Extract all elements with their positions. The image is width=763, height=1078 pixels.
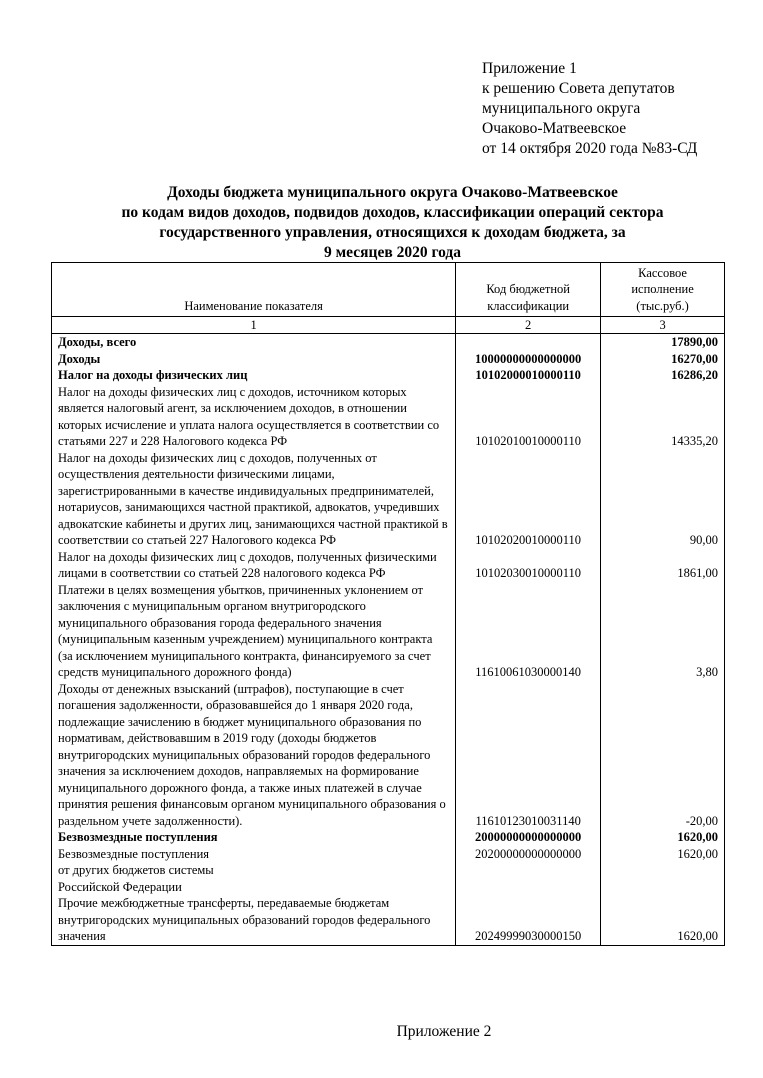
column-number: 2 (456, 317, 601, 334)
amount-cell: -20,00 (601, 681, 725, 830)
column-header-amount: Кассовое исполнение (тыс.руб.) (601, 263, 725, 317)
indicator-name-cell: Налог на доходы физических лиц с доходов, источником которых является налоговый агент, за исключением доходов, в отношении которых исчисление и уплата налога осуществляется в соответствии со статьями 227 и 228 Налогового кодекса РФ (52, 384, 456, 450)
indicator-name-cell: Налог на доходы физических лиц с доходов, полученных от осуществления деятельности физическими лицами, зарегистрированными в качестве индивидуальных предпринимателей, нотариусов, занимающихся частной практикой, адвокатов, учредивших адвокатские кабинеты и других лиц, занимающихся частной практикой в соответствии со статьей 227 Налогового кодекса РФ (52, 450, 456, 549)
column-header-code: Код бюджетной классификации (456, 263, 601, 317)
amount-cell: 90,00 (601, 450, 725, 549)
footer-caption: Приложение 2 (396, 1023, 492, 1040)
table-row (52, 895, 725, 945)
budget-code-cell: 11610061030000140 (456, 582, 601, 681)
amount-cell: 16286,20 (601, 367, 725, 384)
indicator-name-cell: Доходы, всего (52, 334, 456, 351)
table-row (52, 582, 725, 681)
header-line: от 14 октября 2020 года №83-СД (482, 140, 698, 157)
indicator-name-cell: Платежи в целях возмещения убытков, причиненных уклонением от заключения с муниципальным органом внутригородского муниципального образования города федерального значения (муниципальным казенным учреждением) муниципального контракта (за исключением муниципального контракта, финансируемого за счет средств муниципального дорожного фонда) (52, 582, 456, 681)
budget-code-cell: 20000000000000000 (456, 829, 601, 846)
table-body (52, 334, 725, 946)
budget-code-cell: 20249999030000150 (456, 895, 601, 945)
document-title (40, 183, 745, 263)
table-row (52, 829, 725, 846)
table-row (52, 351, 725, 368)
budget-code-cell: 20200000000000000 (456, 846, 601, 896)
budget-code-cell (456, 334, 601, 351)
document-header (482, 59, 697, 159)
table-row (52, 549, 725, 582)
column-header-name: Наименование показателя (52, 263, 456, 317)
amount-cell: 14335,20 (601, 384, 725, 450)
header-line: муниципального округа (482, 100, 641, 117)
title-line: 9 месяцев 2020 года (324, 244, 461, 261)
amount-cell: 17890,00 (601, 334, 725, 351)
column-number: 3 (601, 317, 725, 334)
table-row (52, 384, 725, 450)
amount-cell: 1620,00 (601, 846, 725, 896)
budget-code-cell: 10102030010000110 (456, 549, 601, 582)
indicator-name-cell: Безвозмездные поступления от других бюджетов системы Российской Федерации (52, 846, 456, 896)
header-line: Очаково-Матвеевское (482, 120, 627, 137)
title-line: государственного управления, относящихся к доходам бюджета, за (159, 224, 626, 241)
table-row (52, 334, 725, 351)
amount-cell: 1620,00 (601, 829, 725, 846)
table-row (52, 450, 725, 549)
amount-cell: 1861,00 (601, 549, 725, 582)
amount-cell: 1620,00 (601, 895, 725, 945)
budget-code-cell: 11610123010031140 (456, 681, 601, 830)
indicator-name-cell: Доходы от денежных взысканий (штрафов), поступающие в счет погашения задолженности, образовавшейся до 1 января 2020 года, подлежащие зачислению в бюджет муниципального образования по нормативам, действовавшим в 2019 году (доходы бюджетов внутригородских муниципальных образований городов федерального значения за исключением доходов, направляемых на формирование муниципального дорожного фонда, а также иных платежей в случае принятия решения финансовым органом муниципального образования о раздельном учете задолженности). (52, 681, 456, 830)
indicator-name-cell: Безвозмездные поступления (52, 829, 456, 846)
budget-code-cell: 10000000000000000 (456, 351, 601, 368)
indicator-name-cell: Налог на доходы физических лиц (52, 367, 456, 384)
budget-code-cell: 10102000010000110 (456, 367, 601, 384)
table-row (52, 846, 725, 896)
indicator-name-cell: Прочие межбюджетные трансферты, передаваемые бюджетам внутригородских муниципальных образований городов федерального значения (52, 895, 456, 945)
table-header-row (52, 263, 725, 317)
amount-cell: 16270,00 (601, 351, 725, 368)
title-line: Доходы бюджета муниципального округа Очаково-Матвеевское (167, 184, 618, 201)
header-line: к решению Совета депутатов (482, 80, 675, 97)
table-row (52, 681, 725, 830)
column-number-row (52, 317, 725, 334)
budget-code-cell: 10102020010000110 (456, 450, 601, 549)
income-table (51, 262, 725, 946)
header-line: Приложение 1 (482, 60, 577, 77)
table-row (52, 367, 725, 384)
amount-cell: 3,80 (601, 582, 725, 681)
indicator-name-cell: Налог на доходы физических лиц с доходов, полученных физическими лицами в соответствии со статьей 228 налогового кодекса РФ (52, 549, 456, 582)
column-number: 1 (52, 317, 456, 334)
indicator-name-cell: Доходы (52, 351, 456, 368)
budget-code-cell: 10102010010000110 (456, 384, 601, 450)
title-line: по кодам видов доходов, подвидов доходов, классификации операций сектора (121, 204, 664, 221)
